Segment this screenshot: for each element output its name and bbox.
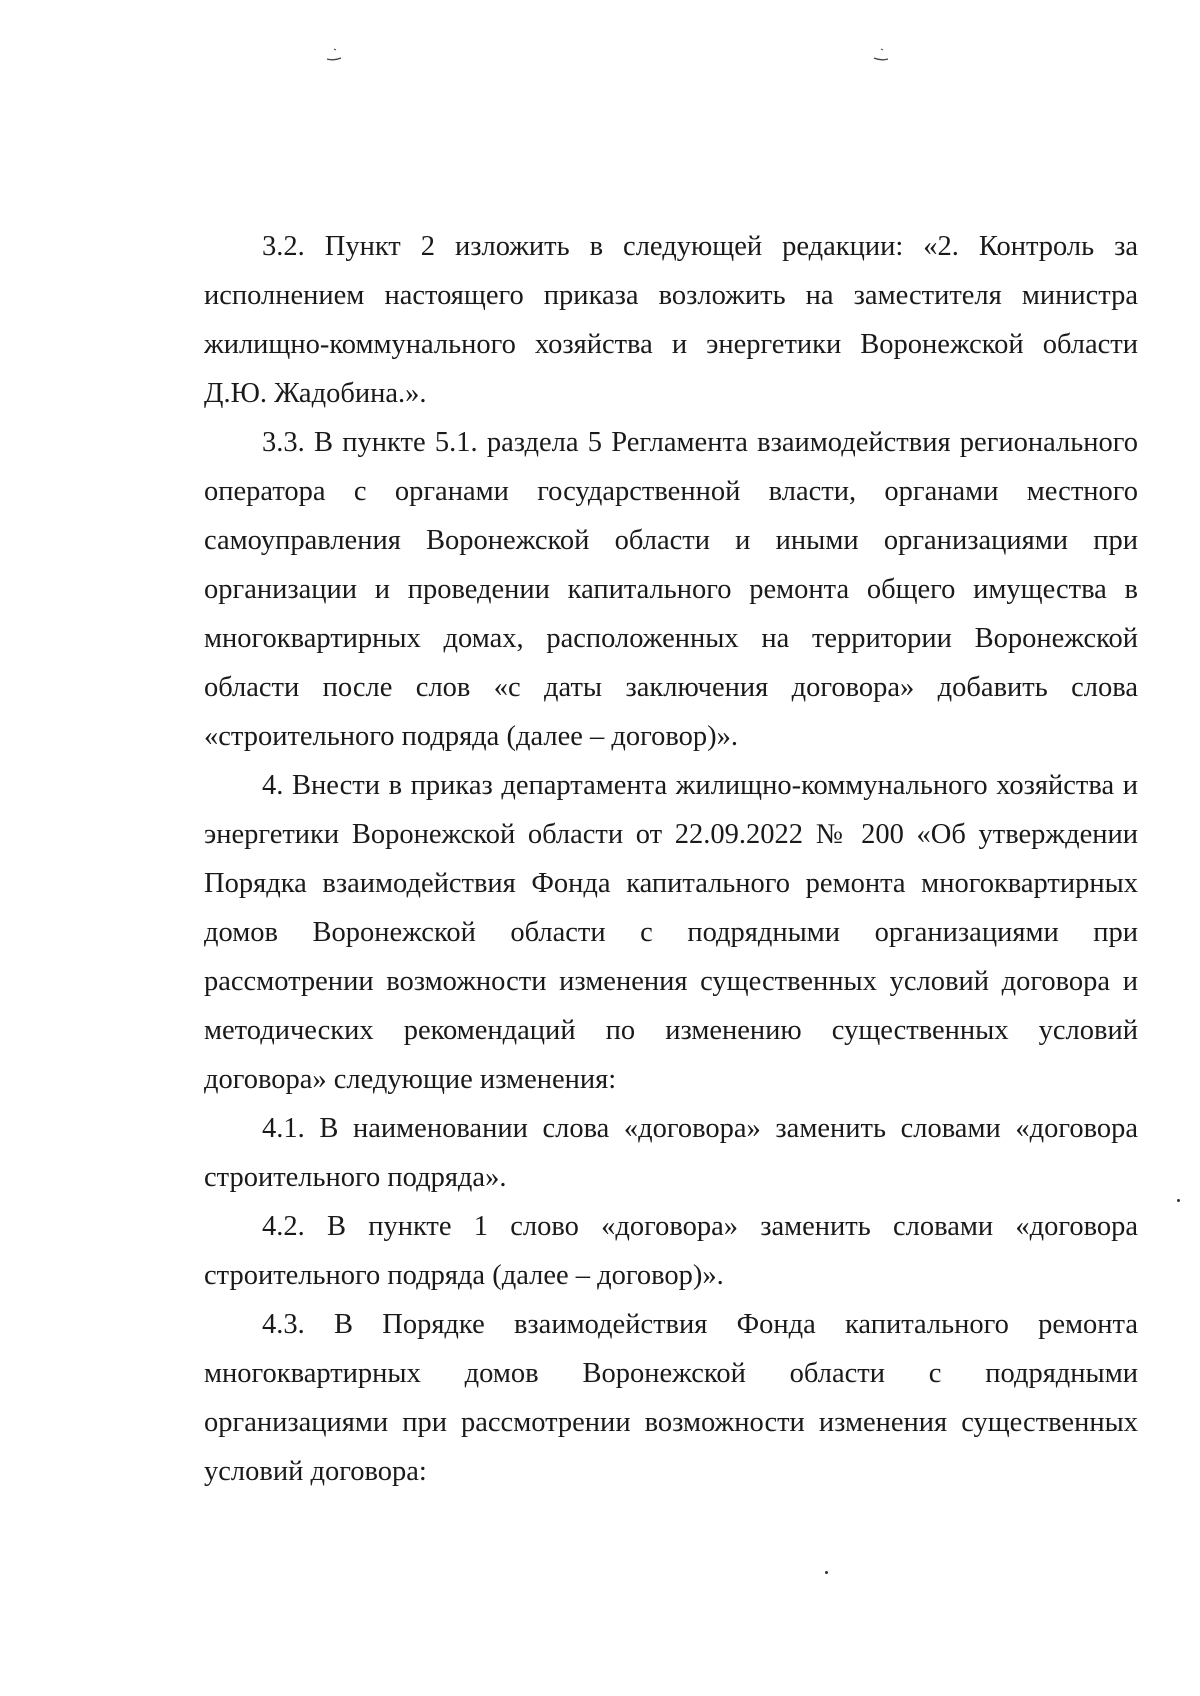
paragraph-3-3: 3.3. В пункте 5.1. раздела 5 Регламента взаимодействия регионального оператора с органами государственной власти, органами местного самоуправления Воронежской области и иными организациями при организации и проведении капитального ремонта общего имущества в многоквартирных домах, расположенных на территории Воронежской области после слов «с даты заключения договора» добавить слова «строительного подряда (далее – договор)». <box>204 427 1138 752</box>
scan-artifact-mark <box>871 48 891 62</box>
scan-speck <box>825 1571 828 1574</box>
document-body <box>204 222 1138 1496</box>
paragraph-4: 4. Внести в приказ департамента жилищно-коммунального хозяйства и энергетики Воронежской области от 22.09.2022 № 200 «Об утверждении Порядка взаимодействия Фонда капитального ремонта многоквартирных домов Воронежской области с подрядными организациями при рассмотрении возможности изменения существенных условий договора и методических рекомендаций по изменению существенных условий договора» следующие изменения: <box>204 770 1138 1095</box>
scan-artifact-mark <box>324 48 344 62</box>
paragraph-3-2: 3.2. Пункт 2 изложить в следующей редакции: «2. Контроль за исполнением настоящего приказа возложить на заместителя министра жилищно-коммунального хозяйства и энергетики Воронежской области Д.Ю. Жадобина.». <box>204 231 1138 409</box>
scan-speck <box>1177 1199 1180 1202</box>
paragraph-4-3: 4.3. В Порядке взаимодействия Фонда капитального ремонта многоквартирных домов Воронежской области с подрядными организациями при рассмотрении возможности изменения существенных условий договора: <box>204 1309 1138 1487</box>
paragraph-4-1: 4.1. В наименовании слова «договора» заменить словами «договора строительного подряда». <box>204 1113 1138 1193</box>
paragraph-4-2: 4.2. В пункте 1 слово «договора» заменить словами «договора строительного подряда (далее – договор)». <box>204 1211 1138 1291</box>
